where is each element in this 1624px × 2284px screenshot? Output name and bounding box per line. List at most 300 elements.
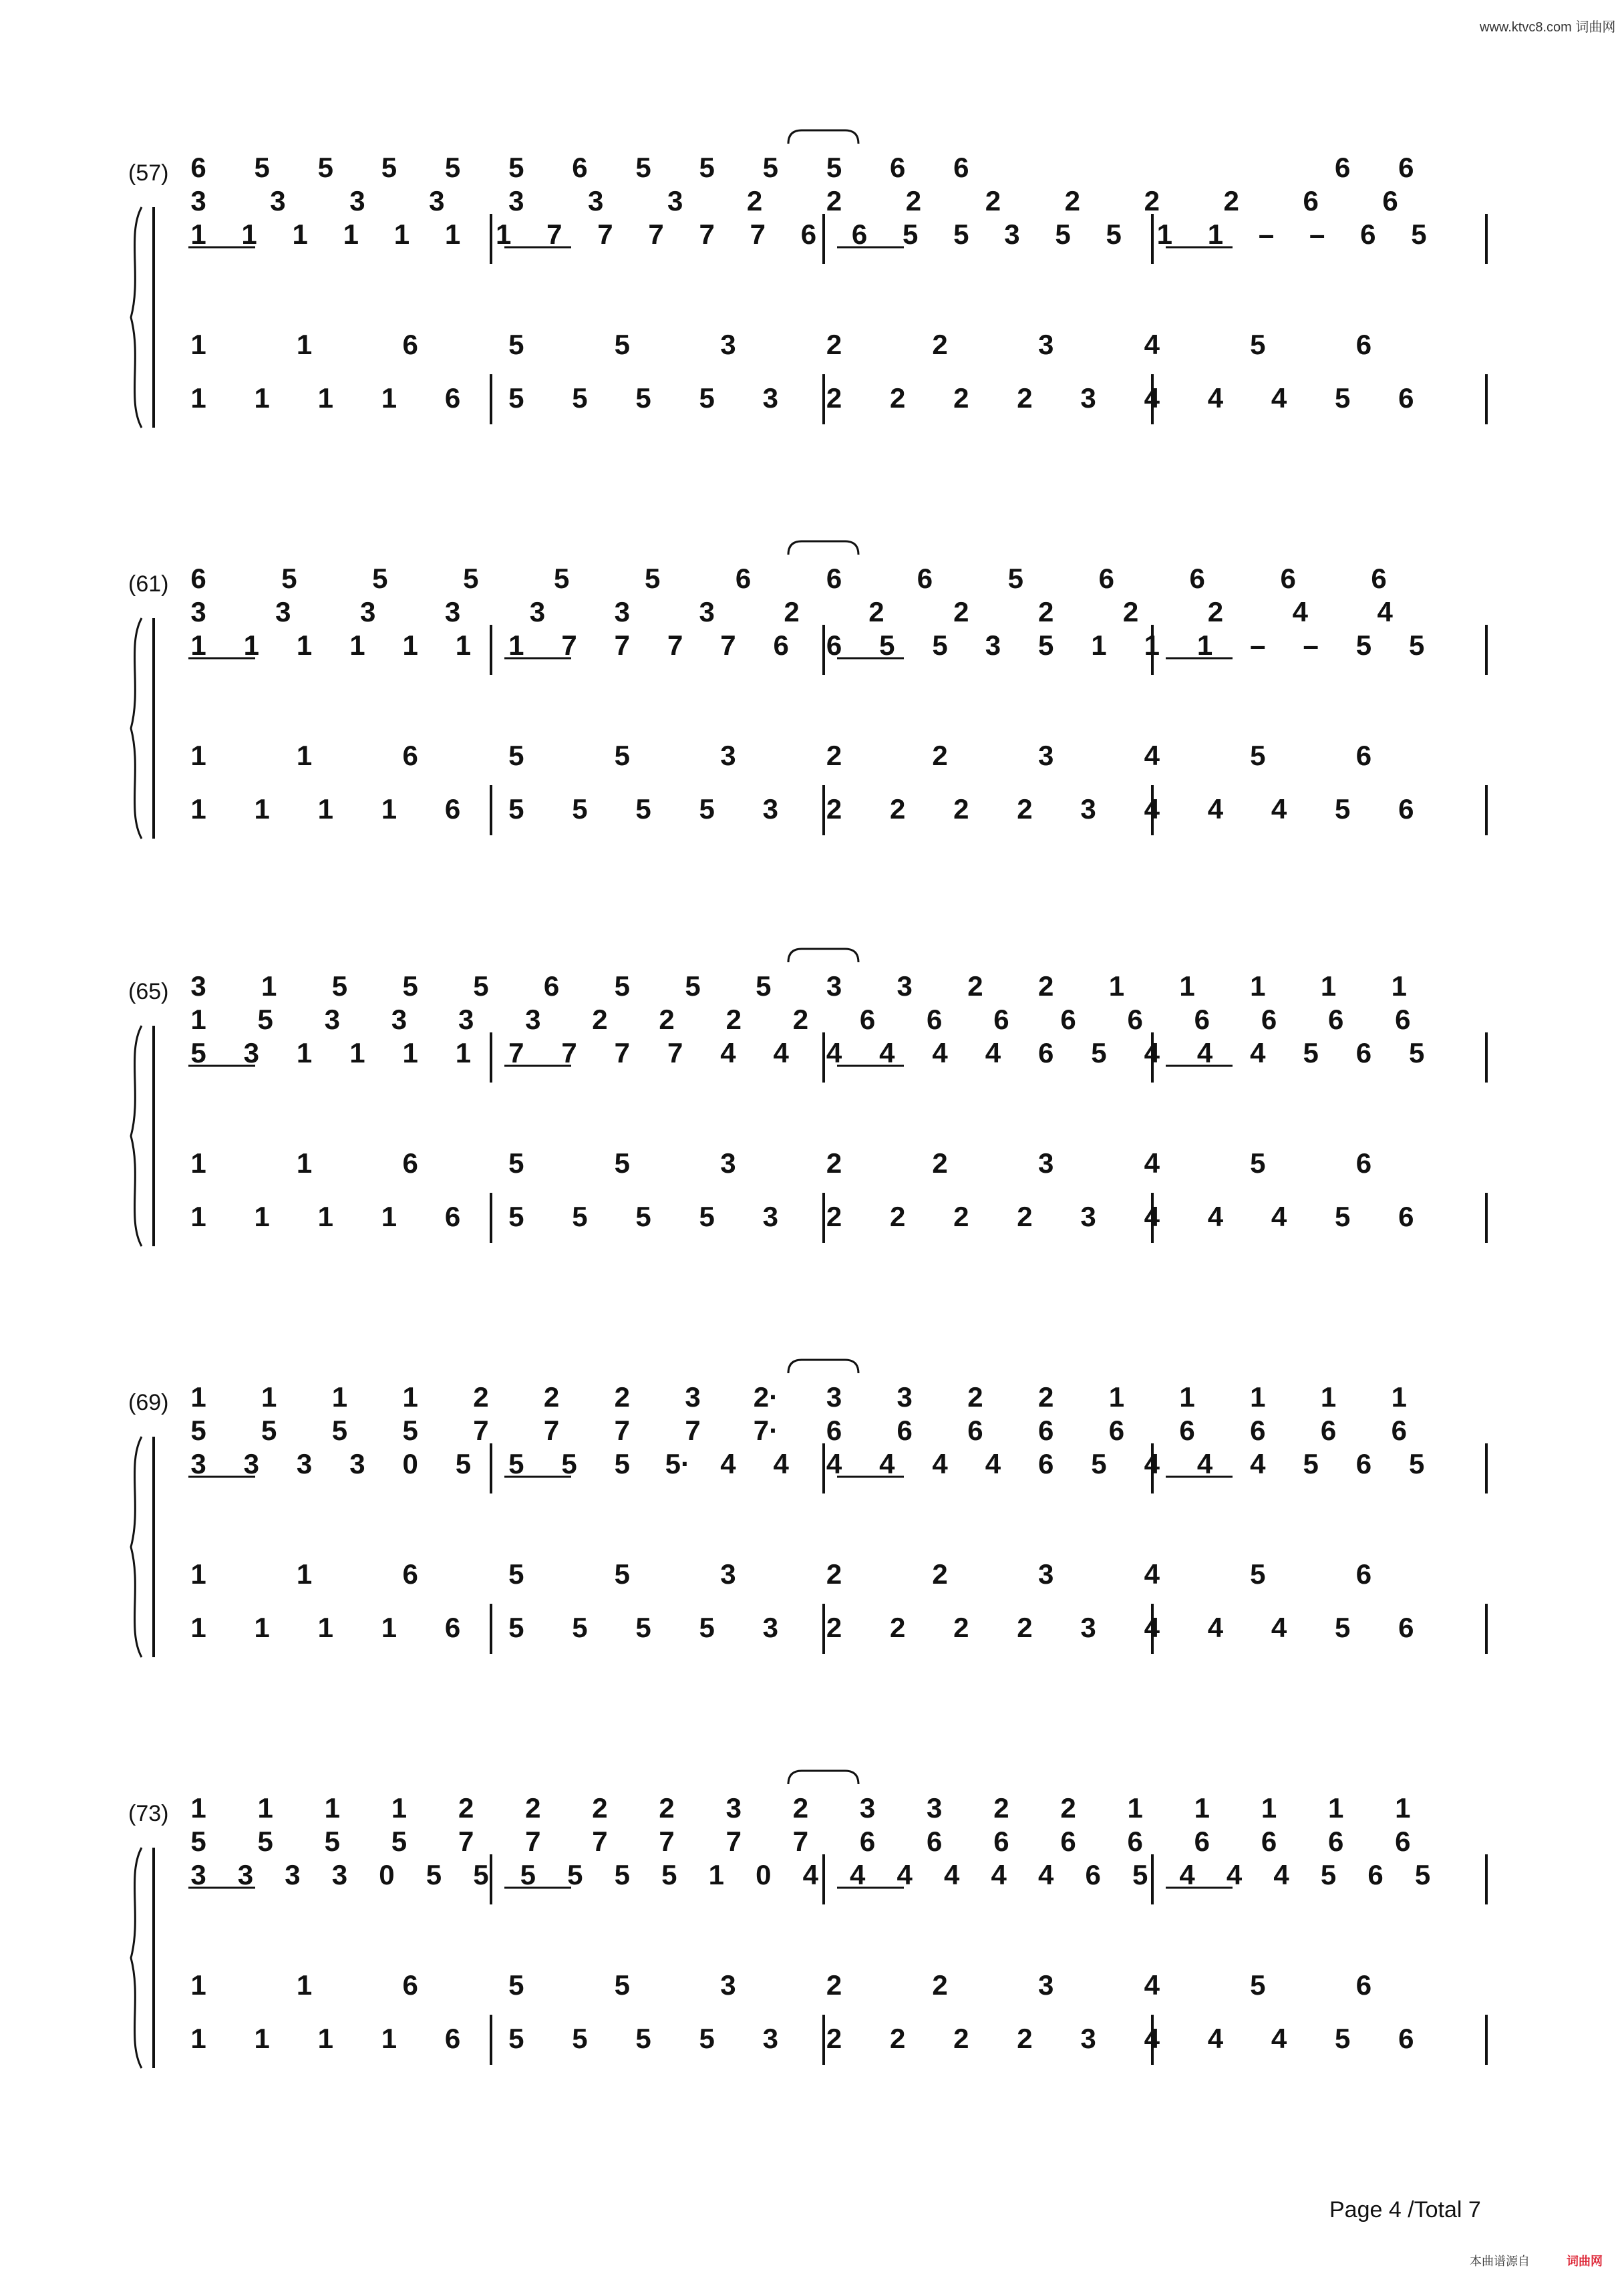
note: 3 <box>275 596 291 627</box>
note: 2 <box>458 1792 474 1824</box>
note: 4 <box>1271 1201 1287 1232</box>
note: 4 <box>985 1448 1001 1479</box>
note: 6 <box>859 1004 876 1035</box>
note: 1 <box>343 219 359 250</box>
note: 5 <box>508 793 524 825</box>
note: 2 <box>1064 185 1080 217</box>
note: 5 <box>635 2023 651 2054</box>
note: 6 <box>1327 1004 1344 1035</box>
note: 7 <box>667 1037 683 1068</box>
footer-credit: 本曲谱源自 <box>1470 2255 1530 2268</box>
note: 7 <box>725 1826 742 1857</box>
note: 4 <box>1144 1201 1160 1232</box>
note: 6 <box>1098 563 1114 594</box>
measure-number: (65) <box>128 979 169 1004</box>
note: 6 <box>1037 1448 1054 1479</box>
note: 4 <box>1144 382 1160 414</box>
note: 5 <box>508 382 524 414</box>
note: 5 <box>1335 1201 1351 1232</box>
note: 4 <box>1273 1859 1289 1890</box>
note: 6 <box>953 152 969 183</box>
note: 5 <box>932 629 948 661</box>
note: 5 <box>635 793 651 825</box>
measure-number: (73) <box>128 1801 169 1826</box>
measure-number: (69) <box>128 1390 169 1415</box>
note: 2 <box>592 1004 608 1035</box>
note: 5 <box>1250 1558 1266 1590</box>
note: 6 <box>444 793 461 825</box>
note: 7 <box>561 629 577 661</box>
note: 7 <box>614 629 630 661</box>
note: 2 <box>659 1792 675 1824</box>
note: – <box>1258 219 1275 250</box>
note: 5 <box>567 1859 583 1890</box>
note: 6 <box>1127 1004 1143 1035</box>
note: 4 <box>1271 382 1287 414</box>
note: 2 <box>953 596 969 627</box>
note: 6 <box>1355 1147 1372 1179</box>
note: 5 <box>699 1201 715 1232</box>
note: 5 <box>391 1826 408 1857</box>
note: 6 <box>1391 1415 1407 1446</box>
note: 6 <box>1395 1826 1411 1857</box>
note: 6 <box>993 1004 1009 1035</box>
note: 4 <box>1207 2023 1224 2054</box>
note: 4 <box>826 1037 842 1068</box>
note: 2 <box>1144 185 1160 217</box>
note: 4 <box>720 1448 736 1479</box>
note: 3 <box>458 1004 474 1035</box>
note: 1 <box>1156 219 1172 250</box>
note: 1 <box>254 793 270 825</box>
note: 4 <box>1144 1969 1160 2001</box>
note: 6 <box>1355 329 1372 360</box>
note: 5 <box>635 1201 651 1232</box>
note: 5 <box>402 970 418 1002</box>
note: 4 <box>1144 1037 1160 1068</box>
note: 4 <box>826 1448 842 1479</box>
note: 5 <box>508 1448 524 1479</box>
note: 6 <box>1037 1415 1054 1446</box>
note: 2 <box>889 793 906 825</box>
note: 2 <box>1037 970 1054 1002</box>
note: 1 <box>254 1612 270 1643</box>
note: 4 <box>1226 1859 1243 1890</box>
note: 5 <box>473 970 489 1002</box>
note: 1 <box>317 1201 333 1232</box>
note: 5 <box>614 329 630 360</box>
note: 5 <box>257 1826 273 1857</box>
note: 1 <box>455 1037 472 1068</box>
note: 5 <box>463 563 479 594</box>
note: 3 <box>720 1147 736 1179</box>
note: 3 <box>720 329 736 360</box>
note: 2 <box>889 1201 906 1232</box>
note: 1 <box>393 219 410 250</box>
note: 2 <box>826 329 842 360</box>
note: 7· <box>753 1415 779 1446</box>
note: 5 <box>572 2023 588 2054</box>
note: 1 <box>402 1037 418 1068</box>
note: 2 <box>905 185 922 217</box>
note: 2 <box>932 329 948 360</box>
note: 6 <box>1398 152 1414 183</box>
note: 5 <box>699 1612 715 1643</box>
note: 3 <box>1037 740 1054 771</box>
note: 7 <box>473 1415 489 1446</box>
note: 2 <box>826 1969 842 2001</box>
note: 3 <box>190 970 206 1002</box>
note: 7 <box>750 219 766 250</box>
note: 3 <box>762 1201 779 1232</box>
note: 1 <box>190 1558 206 1590</box>
note: 6 <box>1395 1004 1411 1035</box>
note: 5 <box>1335 793 1351 825</box>
note: 6 <box>444 1201 461 1232</box>
note: 1 <box>349 629 365 661</box>
note: 5 <box>444 152 461 183</box>
note: 1 <box>296 329 313 360</box>
note: 6 <box>1355 740 1372 771</box>
note: 6 <box>967 1415 983 1446</box>
note: 2 <box>932 1558 948 1590</box>
note: 6 <box>851 219 868 250</box>
note: 2 <box>659 1004 675 1035</box>
note: 1 <box>1320 970 1337 1002</box>
note: 5 <box>261 1415 277 1446</box>
note: 3 <box>529 596 546 627</box>
note: 6 <box>917 563 933 594</box>
note: 4 <box>897 1859 913 1890</box>
note: 7 <box>792 1826 809 1857</box>
note: 1 <box>708 1859 724 1890</box>
note: 6 <box>1398 2023 1414 2054</box>
note: 2 <box>953 1612 969 1643</box>
note: 1 <box>254 2023 270 2054</box>
note: 3 <box>1080 793 1096 825</box>
note: 5 <box>1250 1147 1266 1179</box>
note: 3 <box>1037 1558 1054 1590</box>
note: 6 <box>1398 793 1414 825</box>
note: 4 <box>1196 1448 1213 1479</box>
note: 1 <box>496 219 512 250</box>
note: 1 <box>190 329 206 360</box>
note: 2 <box>525 1792 541 1824</box>
note: 5 <box>1335 382 1351 414</box>
measure-number: (57) <box>128 160 169 186</box>
note: 5 <box>1414 1859 1431 1890</box>
note: 2 <box>826 1612 842 1643</box>
note: 4 <box>1271 793 1287 825</box>
note: 1 <box>190 382 206 414</box>
note: 2 <box>932 1147 948 1179</box>
note: 5 <box>614 970 630 1002</box>
note: 4 <box>1207 793 1224 825</box>
note: 5 <box>1055 219 1071 250</box>
note: 5 <box>554 563 570 594</box>
note: 6 <box>897 1415 913 1446</box>
note: 5 <box>317 152 333 183</box>
note: 6 <box>1367 1859 1384 1890</box>
note: 1 <box>190 219 206 250</box>
note: 7 <box>561 1037 577 1068</box>
note: 5 <box>614 740 630 771</box>
note: 6 <box>735 563 752 594</box>
note: 6 <box>1371 563 1387 594</box>
note: 1 <box>190 1792 206 1824</box>
note: 6 <box>773 629 789 661</box>
note: 5 <box>699 793 715 825</box>
note: 0 <box>756 1859 772 1890</box>
note: 2 <box>932 1969 948 2001</box>
note: 7 <box>614 1415 630 1446</box>
note: 1 <box>1250 970 1266 1002</box>
note: 1 <box>296 1147 313 1179</box>
note: 5 <box>1250 329 1266 360</box>
note: 6 <box>1127 1826 1143 1857</box>
note: 6 <box>1280 563 1296 594</box>
note: 1 <box>296 740 313 771</box>
note: 1 <box>508 629 524 661</box>
note: 2 <box>1017 382 1033 414</box>
note: 1 <box>381 382 397 414</box>
note: 7 <box>592 1826 608 1857</box>
note: 5 <box>257 1004 273 1035</box>
brace <box>131 1437 142 1657</box>
note: 2 <box>826 1201 842 1232</box>
note: 5 <box>1106 219 1122 250</box>
tie-slur <box>788 949 858 962</box>
note: 6 <box>1179 1415 1195 1446</box>
note: 5 <box>508 1558 524 1590</box>
page-footer: Page 4 /Total 7 <box>1329 2197 1481 2223</box>
note: 3 <box>1080 382 1096 414</box>
note: 1 <box>261 1381 277 1413</box>
note: 5 <box>572 382 588 414</box>
note: 1 <box>190 1004 206 1035</box>
note: 4 <box>1144 740 1160 771</box>
note: 1 <box>381 793 397 825</box>
note: 7 <box>508 1037 524 1068</box>
note: 2 <box>1122 596 1139 627</box>
note: 4 <box>1144 2023 1160 2054</box>
note: 3 <box>190 1448 206 1479</box>
note: 3 <box>429 185 445 217</box>
tie-slur <box>788 1360 858 1373</box>
note: 1 <box>190 1612 206 1643</box>
note: 6 <box>402 1147 418 1179</box>
note: 4 <box>1144 329 1160 360</box>
note: 0 <box>402 1448 418 1479</box>
note: 1 <box>1250 1381 1266 1413</box>
note: 4 <box>720 1037 736 1068</box>
note: 2 <box>1017 2023 1033 2054</box>
note: 6 <box>1382 185 1398 217</box>
note: 1 <box>1327 1792 1344 1824</box>
note: 4 <box>1377 596 1393 627</box>
note: 5 <box>561 1448 577 1479</box>
note: 5 <box>190 1826 206 1857</box>
note: 2 <box>792 1004 809 1035</box>
note: – <box>1250 629 1266 661</box>
note: 6 <box>1355 1448 1372 1479</box>
note: 5 <box>1091 1037 1107 1068</box>
note: 5 <box>508 1147 524 1179</box>
note: 5 <box>381 152 397 183</box>
note: 5 <box>520 1859 536 1890</box>
note: 2 <box>967 1381 983 1413</box>
note: 6 <box>993 1826 1009 1857</box>
note: 3 <box>1080 1201 1096 1232</box>
note: 2 <box>473 1381 489 1413</box>
note: 3 <box>360 596 376 627</box>
note: 6 <box>1189 563 1205 594</box>
note: 3 <box>190 1859 206 1890</box>
note: 4 <box>773 1037 789 1068</box>
note: 1 <box>444 219 461 250</box>
note: 3 <box>859 1792 876 1824</box>
note: 3 <box>190 596 206 627</box>
note: 1 <box>1179 1381 1195 1413</box>
note: 3 <box>699 596 715 627</box>
note: 5 <box>508 1201 524 1232</box>
note: 5 <box>635 152 651 183</box>
note: 1 <box>331 1381 348 1413</box>
note: 3 <box>1037 1147 1054 1179</box>
note: 1 <box>1320 1381 1337 1413</box>
note: 6 <box>1194 1826 1210 1857</box>
note: 1 <box>317 793 333 825</box>
note: 1 <box>1108 970 1125 1002</box>
note: 5 <box>1007 563 1024 594</box>
note: 3 <box>762 2023 779 2054</box>
note: 4 <box>1144 793 1160 825</box>
note: 6 <box>1037 1037 1054 1068</box>
note: 5 <box>762 152 779 183</box>
note: 1 <box>391 1792 408 1824</box>
note: 5 <box>1091 1448 1107 1479</box>
note: 6 <box>402 1969 418 2001</box>
note: 7 <box>543 1415 560 1446</box>
note: 2 <box>1017 793 1033 825</box>
note: 6 <box>889 152 906 183</box>
note: 2 <box>967 970 983 1002</box>
note: 4 <box>879 1448 895 1479</box>
note: 6 <box>1398 382 1414 414</box>
note: 4 <box>1207 1612 1224 1643</box>
note: 2 <box>543 1381 560 1413</box>
note: 1 <box>1091 629 1107 661</box>
note: 1 <box>1391 1381 1407 1413</box>
note: 5· <box>665 1448 690 1479</box>
note: 2 <box>889 382 906 414</box>
note: 2 <box>868 596 884 627</box>
note: 7 <box>659 1826 675 1857</box>
note: 1 <box>292 219 308 250</box>
note: 1 <box>190 740 206 771</box>
note: 3 <box>720 1558 736 1590</box>
note: 3 <box>720 1969 736 2001</box>
note: 2 <box>953 2023 969 2054</box>
note: 4 <box>1037 1859 1054 1890</box>
note: 7 <box>546 219 562 250</box>
note: 7 <box>597 219 613 250</box>
note: 4 <box>1207 1201 1224 1232</box>
note: 4 <box>802 1859 818 1890</box>
note: 0 <box>379 1859 395 1890</box>
note: 6 <box>1398 1201 1414 1232</box>
note: 5 <box>614 1558 630 1590</box>
note: 2 <box>1017 1201 1033 1232</box>
note: 1 <box>1261 1792 1277 1824</box>
note: 2 <box>953 382 969 414</box>
note: 3 <box>349 1448 365 1479</box>
note: 3 <box>826 970 842 1002</box>
note: 4 <box>985 1037 1001 1068</box>
note: 6 <box>402 1558 418 1590</box>
note: 3 <box>897 970 913 1002</box>
note: – <box>1309 219 1325 250</box>
note: 6 <box>572 152 588 183</box>
note: 6 <box>859 1826 876 1857</box>
note: 3 <box>243 1037 259 1068</box>
note: 1 <box>190 793 206 825</box>
note: 1 <box>190 2023 206 2054</box>
note: 7 <box>685 1415 701 1446</box>
note: 7 <box>648 219 664 250</box>
note: 1 <box>1395 1792 1411 1824</box>
note: 2 <box>953 1201 969 1232</box>
note: 5 <box>953 219 969 250</box>
note: 3 <box>296 1448 313 1479</box>
note: 5 <box>508 2023 524 2054</box>
note: 5 <box>572 1612 588 1643</box>
note: 4 <box>991 1859 1007 1890</box>
note: 6 <box>1060 1004 1076 1035</box>
note: 6 <box>402 740 418 771</box>
note: 5 <box>699 152 715 183</box>
note: 3 <box>349 185 365 217</box>
note: 5 <box>756 970 772 1002</box>
note: 2 <box>1037 1381 1054 1413</box>
note: 1 <box>317 382 333 414</box>
note: 4 <box>773 1448 789 1479</box>
note: 6 <box>1355 1969 1372 2001</box>
note: 3 <box>667 185 683 217</box>
note: 5 <box>1411 219 1427 250</box>
note: 3 <box>927 1792 943 1824</box>
note: 3 <box>762 793 779 825</box>
note: 1 <box>261 970 277 1002</box>
note: 5 <box>426 1859 442 1890</box>
note: 4 <box>944 1859 960 1890</box>
note: 6 <box>190 152 206 183</box>
note: 6 <box>1355 1037 1372 1068</box>
note: 4 <box>1196 1037 1213 1068</box>
note: 5 <box>473 1859 489 1890</box>
brace <box>131 1848 142 2068</box>
note: 1 <box>241 219 257 250</box>
note: 1 <box>324 1792 340 1824</box>
note: 5 <box>281 563 297 594</box>
note: 3 <box>324 1004 340 1035</box>
note: 3 <box>1080 1612 1096 1643</box>
note: 2 <box>826 382 842 414</box>
note: 2 <box>953 793 969 825</box>
note: 1 <box>1196 629 1213 661</box>
note: 6 <box>1360 219 1376 250</box>
note: 4 <box>1144 1612 1160 1643</box>
